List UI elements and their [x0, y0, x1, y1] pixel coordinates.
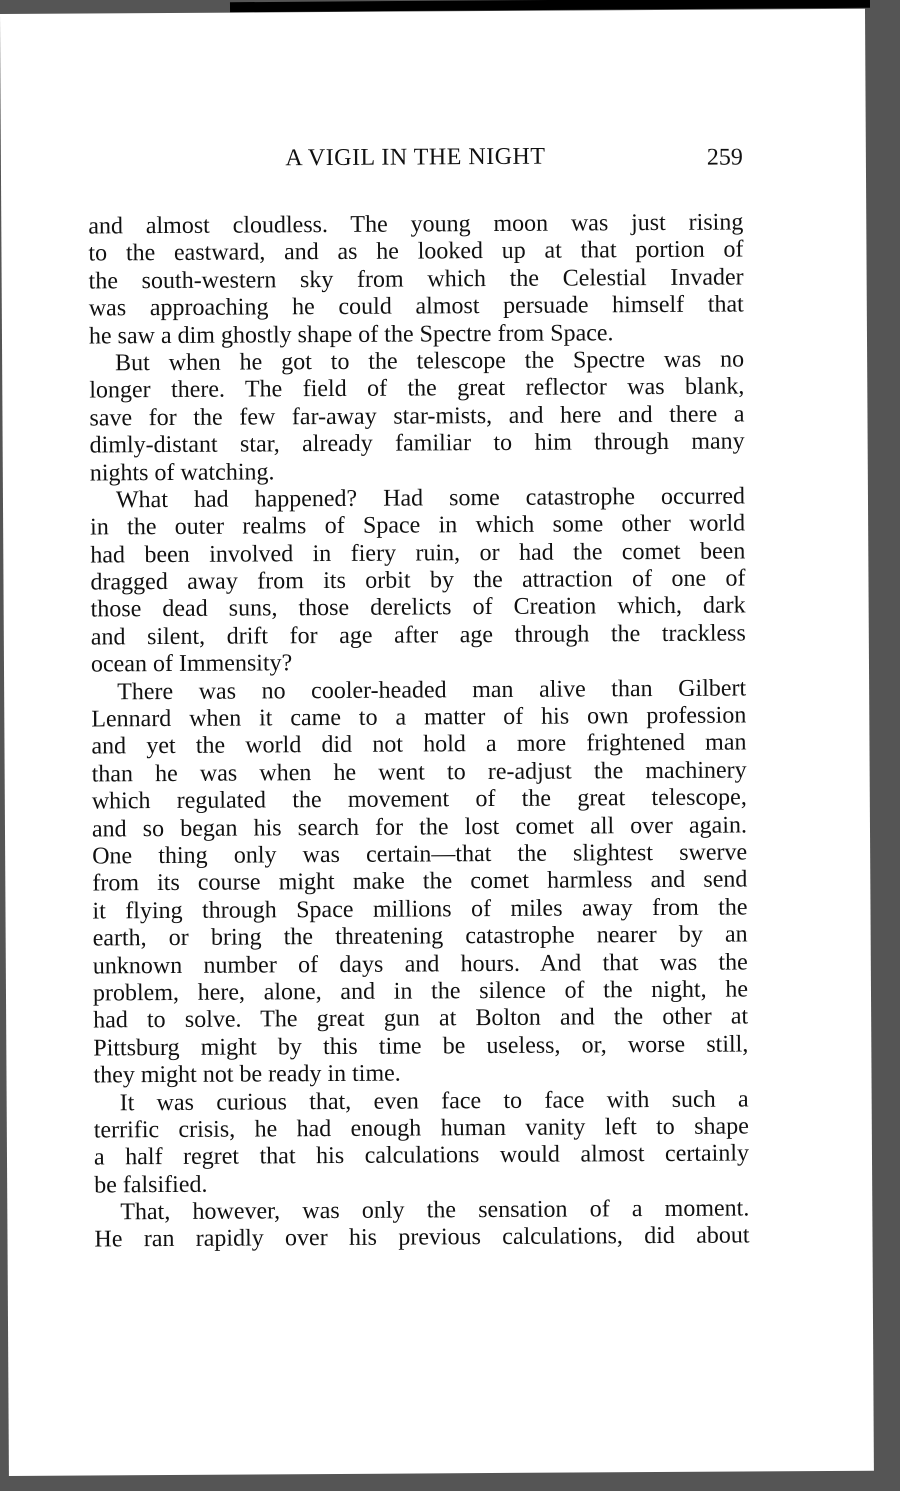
text-line: That, however, was only the sensation of a moment. — [120, 1195, 750, 1226]
text-line: he saw a dim ghostly shape of the Spectre from Space. — [88, 319, 614, 350]
paragraph — [89, 346, 745, 487]
text-line: be falsified. — [94, 1171, 208, 1199]
text-line: terrific crisis, he had enough human vanity left to shape — [93, 1113, 749, 1144]
text-line: But when he got to the telescope the Spectre was no — [115, 346, 745, 377]
paragraph — [90, 483, 746, 679]
text-line: It was curious that, even face to face with such a — [119, 1085, 749, 1116]
text-line: There was no cooler-headed man alive than Gilbert — [117, 675, 747, 705]
text-line: the south-western sky from which the Celestial Invader — [88, 264, 744, 295]
text-line: nights of watching. — [89, 458, 275, 486]
text-line: One thing only was certain—that the slightest swerve — [92, 839, 748, 870]
text-line: He ran rapidly over his previous calculations, did about — [94, 1222, 750, 1253]
text-line: those dead suns, those derelicts of Creation which, dark — [90, 592, 746, 623]
text-line: had to solve. The great gun at Bolton and the other at — [93, 1003, 749, 1034]
text-line: had been involved in fiery ruin, or had the comet been — [90, 538, 746, 569]
text-line: unknown number of days and hours. And that was the — [92, 948, 748, 979]
text-line: was approaching he could almost persuade himself that — [88, 291, 744, 322]
text-line: longer there. The field of the great reflector was blank, — [89, 373, 745, 404]
text-line: to the eastward, and as he looked up at that portion of — [88, 236, 744, 267]
text-line: save for the few far-away star-mists, and here and there a — [89, 401, 745, 432]
page-header — [88, 142, 743, 178]
text-line: and yet the world did not hold a more frightened man — [91, 729, 747, 760]
paragraph — [94, 1196, 749, 1255]
text-line: which regulated the movement of the great telescope, — [91, 784, 747, 815]
text-line: Lennard when it came to a matter of his own profession — [91, 702, 747, 733]
text-line: and so began his search for the lost comet all over again. — [91, 812, 748, 843]
paragraph — [91, 675, 748, 1090]
text-line: problem, here, alone, and in the silence of the night, he — [92, 976, 749, 1007]
text-line: than he was when he went to re-adjust the machinery — [91, 757, 747, 788]
text-line: ocean of Immensity? — [90, 650, 293, 678]
text-line: a half regret that his calculations would almost certainly — [93, 1140, 750, 1171]
text-line: What had happened? Had some catastrophe occurred — [115, 483, 746, 514]
paragraph — [94, 1086, 750, 1200]
running-title: A VIGIL IN THE NIGHT — [285, 143, 546, 172]
text-line: from its course might make the comet harmless and send — [92, 866, 748, 897]
text-line: Pittsburg might by this time be useless, or, worse still, — [93, 1031, 749, 1062]
book-page — [0, 9, 874, 1476]
text-line: earth, or bring the threatening catastrophe nearer by an — [92, 921, 748, 952]
page-number: 259 — [706, 144, 743, 171]
page-body-text — [88, 209, 749, 1254]
text-line: and silent, drift for age after age through the trackless — [90, 620, 746, 651]
text-line: dragged away from its orbit by the attraction of one of — [90, 565, 746, 596]
text-line: and almost cloudless. The young moon was just rising — [88, 209, 744, 240]
text-line: dimly-distant star, already familiar to him through many — [89, 428, 745, 459]
text-line: they might not be ready in time. — [93, 1060, 401, 1089]
text-line: in the outer realms of Space in which some other world — [90, 510, 746, 541]
text-line: it flying through Space millions of miles away from the — [92, 894, 748, 925]
paragraph — [88, 209, 744, 350]
